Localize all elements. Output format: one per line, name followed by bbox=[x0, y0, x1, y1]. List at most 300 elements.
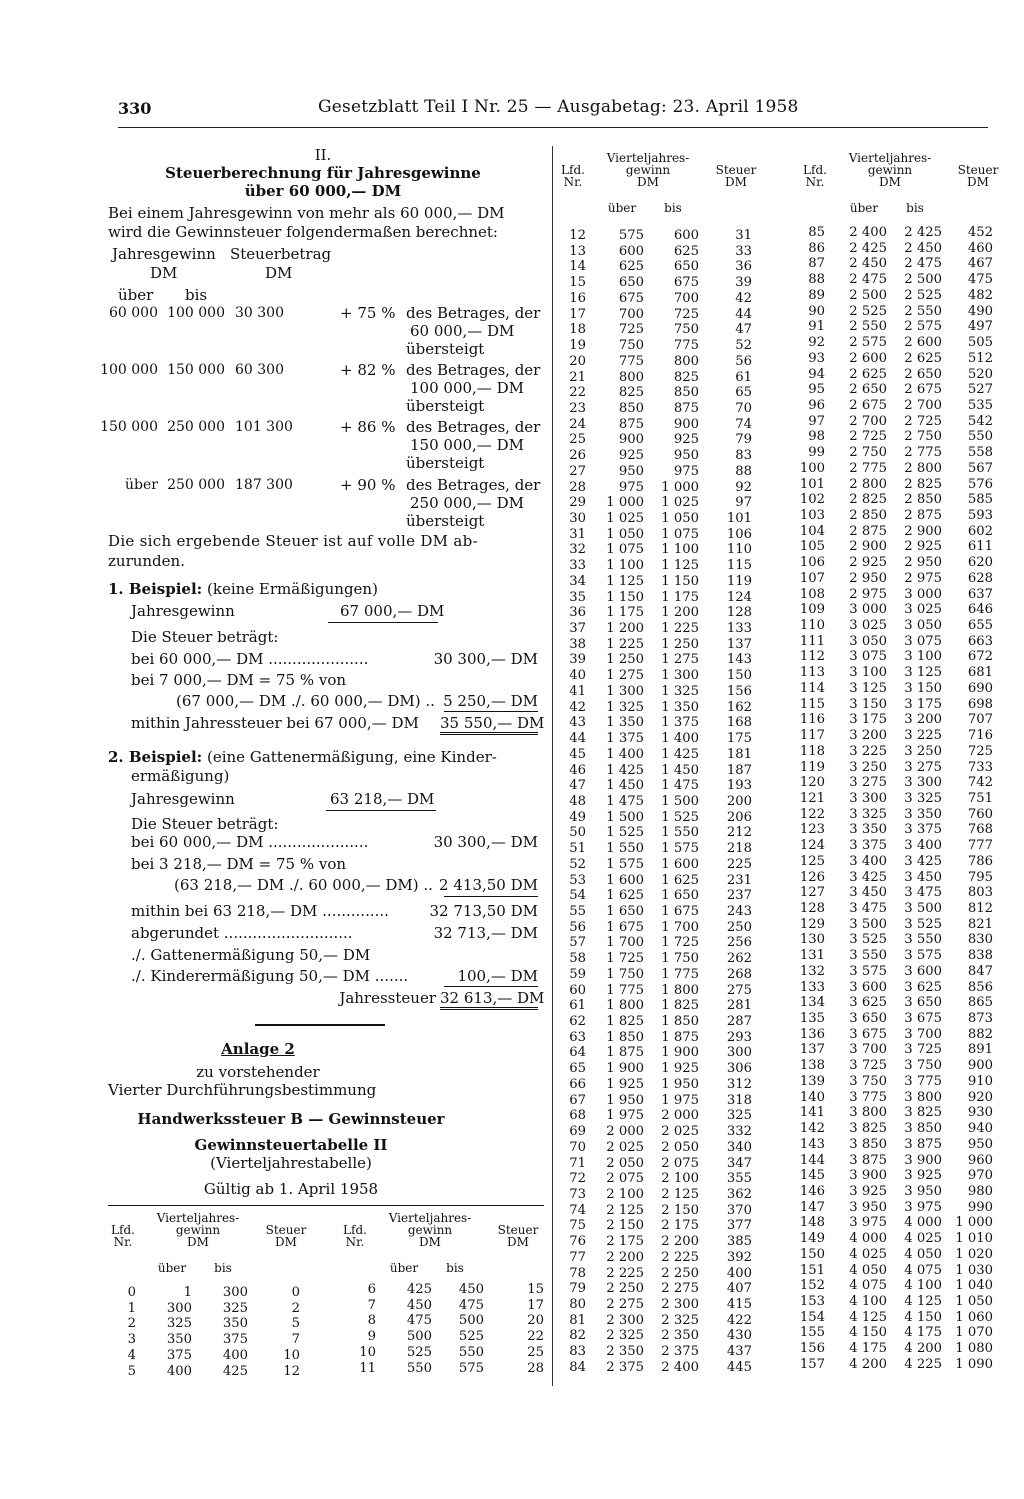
table-row bbox=[795, 1027, 997, 1043]
row-to: 4 000 bbox=[904, 1215, 942, 1231]
row-number: 102 bbox=[799, 492, 825, 508]
row-tax: 505 bbox=[967, 335, 993, 350]
row-number: 121 bbox=[799, 790, 825, 806]
row-from: 1 100 bbox=[606, 558, 644, 574]
row-tax: 300 bbox=[726, 1045, 752, 1061]
row-number: 21 bbox=[569, 369, 586, 385]
row-number: 151 bbox=[799, 1262, 825, 1278]
row-to: 3 225 bbox=[904, 728, 942, 743]
row-number: 154 bbox=[799, 1309, 825, 1325]
table-row bbox=[556, 480, 756, 496]
bracket-base-tax: 101 300 bbox=[235, 419, 293, 435]
table-row bbox=[795, 775, 997, 791]
row-from: 3 775 bbox=[849, 1089, 887, 1105]
row-to: 1 750 bbox=[661, 951, 699, 967]
row-to: 2 850 bbox=[904, 492, 942, 508]
row-tax: 115 bbox=[726, 558, 752, 574]
row-tax: 467 bbox=[967, 256, 993, 272]
row-to: 2 800 bbox=[904, 460, 942, 476]
row-to: 3 025 bbox=[904, 602, 942, 618]
header-nr: Nr. bbox=[345, 1235, 365, 1249]
row-number: 142 bbox=[799, 1121, 825, 1136]
table-row bbox=[795, 461, 997, 477]
row-from: 525 bbox=[406, 1344, 432, 1360]
header-bis: bis bbox=[664, 201, 682, 215]
row-to: 1 175 bbox=[661, 589, 699, 605]
row-to: 825 bbox=[673, 369, 699, 385]
header-dm: DM bbox=[879, 175, 901, 189]
row-tax: 33 bbox=[735, 243, 752, 259]
row-number: 53 bbox=[569, 872, 586, 888]
header-ueber: über bbox=[849, 201, 879, 215]
table-subtitle: (Vierteljahrestabelle) bbox=[210, 1154, 372, 1172]
row-from: 850 bbox=[618, 400, 644, 416]
row-number: 20 bbox=[569, 353, 586, 369]
row-to: 3 800 bbox=[904, 1089, 942, 1105]
table-row bbox=[350, 1361, 548, 1377]
row-to: 1 150 bbox=[661, 573, 699, 589]
row-from: 1 425 bbox=[606, 762, 644, 778]
example-2-line-8: Jahressteuer bbox=[339, 989, 436, 1007]
row-from: 675 bbox=[618, 290, 644, 306]
row-number: 46 bbox=[569, 762, 586, 778]
row-tax: 88 bbox=[735, 463, 752, 479]
row-from: 1 575 bbox=[606, 856, 644, 872]
bracket-text-1: des Betrages, der bbox=[406, 418, 541, 436]
bracket-to: 150 000 bbox=[167, 362, 225, 378]
example-1-profit-underline bbox=[328, 622, 438, 623]
row-to: 475 bbox=[458, 1297, 484, 1313]
row-from: 725 bbox=[618, 322, 644, 338]
row-tax: 707 bbox=[967, 712, 993, 728]
row-from: 3 650 bbox=[849, 1011, 887, 1026]
row-number: 69 bbox=[569, 1124, 586, 1139]
example-2-profit-label: Jahresgewinn bbox=[131, 790, 235, 808]
row-tax: 15 bbox=[527, 1282, 544, 1297]
row-to: 325 bbox=[222, 1300, 248, 1316]
row-number: 130 bbox=[799, 932, 825, 948]
header-lfd: Lfd. bbox=[343, 1223, 367, 1237]
row-tax: 97 bbox=[735, 495, 752, 511]
row-from: 2 950 bbox=[849, 570, 887, 586]
row-from: 300 bbox=[166, 1300, 192, 1316]
table-row bbox=[556, 291, 756, 307]
row-tax: 681 bbox=[967, 665, 993, 681]
row-to: 4 175 bbox=[904, 1325, 942, 1341]
table-row bbox=[795, 744, 997, 760]
row-number: 117 bbox=[799, 728, 825, 743]
row-from: 2 350 bbox=[606, 1344, 644, 1360]
row-from: 4 200 bbox=[849, 1356, 887, 1372]
row-from: 3 125 bbox=[849, 680, 887, 696]
row-number: 64 bbox=[569, 1045, 586, 1061]
row-to: 3 400 bbox=[904, 838, 942, 854]
row-tax: 803 bbox=[967, 885, 993, 901]
row-tax: 777 bbox=[967, 838, 993, 854]
header-tax-dm: DM bbox=[967, 175, 989, 189]
example-1-desc: (keine Ermäßigungen) bbox=[207, 580, 378, 598]
row-to: 775 bbox=[673, 338, 699, 353]
annex-sub-1: zu vorstehender bbox=[196, 1063, 320, 1081]
table-row bbox=[795, 1294, 997, 1310]
table-row bbox=[795, 1278, 997, 1294]
row-from: 3 475 bbox=[849, 901, 887, 916]
example-1-heading bbox=[108, 580, 378, 598]
intro-line-1: Bei einem Jahresgewinn von mehr als 60 000,— DM bbox=[108, 204, 505, 222]
row-to: 975 bbox=[673, 463, 699, 479]
row-tax: 385 bbox=[726, 1234, 752, 1250]
row-number: 116 bbox=[799, 712, 825, 728]
table-row bbox=[556, 731, 756, 747]
row-number: 4 bbox=[127, 1347, 136, 1363]
row-number: 72 bbox=[569, 1171, 586, 1187]
header-profit: gewinn bbox=[407, 1223, 453, 1237]
row-to: 1 725 bbox=[661, 935, 699, 951]
example-2-line-5: abgerundet ........................... bbox=[131, 924, 353, 942]
row-from: 1 475 bbox=[606, 793, 644, 809]
row-from: 1 250 bbox=[606, 652, 644, 668]
row-number: 58 bbox=[569, 951, 586, 967]
row-tax: 243 bbox=[726, 904, 752, 919]
row-to: 2 700 bbox=[904, 397, 942, 413]
row-tax: 106 bbox=[726, 526, 752, 542]
row-tax: 430 bbox=[726, 1328, 752, 1344]
table-row bbox=[795, 697, 997, 713]
bracket-base-tax: 60 300 bbox=[235, 362, 284, 378]
table-row bbox=[556, 1313, 756, 1329]
row-from: 2 100 bbox=[606, 1186, 644, 1202]
row-to: 3 200 bbox=[904, 712, 942, 728]
row-number: 95 bbox=[808, 382, 825, 398]
table-row bbox=[556, 464, 756, 480]
row-number: 138 bbox=[799, 1058, 825, 1074]
row-to: 675 bbox=[673, 275, 699, 291]
row-tax: 795 bbox=[967, 869, 993, 885]
row-tax: 830 bbox=[967, 932, 993, 948]
row-tax: 143 bbox=[726, 652, 752, 668]
row-number: 91 bbox=[808, 319, 825, 335]
row-to: 1 075 bbox=[661, 526, 699, 542]
row-from: 1 125 bbox=[606, 573, 644, 589]
bracket-from: 100 000 bbox=[100, 362, 158, 378]
row-to: 3 325 bbox=[904, 790, 942, 806]
row-to: 1 400 bbox=[661, 731, 699, 746]
row-from: 3 000 bbox=[849, 602, 887, 618]
row-from: 3 500 bbox=[849, 916, 887, 932]
row-number: 94 bbox=[808, 366, 825, 382]
header-ueber: über bbox=[157, 1261, 187, 1275]
table-validity: Gültig ab 1. April 1958 bbox=[203, 1180, 379, 1198]
table-row bbox=[350, 1329, 548, 1345]
row-number: 47 bbox=[569, 778, 586, 794]
row-from: 3 450 bbox=[849, 885, 887, 901]
annex-heading: Handwerkssteuer B — Gewinnsteuer bbox=[137, 1110, 445, 1128]
row-from: 1 325 bbox=[606, 699, 644, 715]
row-from: 2 925 bbox=[849, 555, 887, 571]
row-to: 1 975 bbox=[661, 1092, 699, 1108]
table-row bbox=[110, 1301, 304, 1317]
row-from: 1 350 bbox=[606, 715, 644, 731]
row-to: 3 875 bbox=[904, 1136, 942, 1152]
row-tax: 56 bbox=[735, 353, 752, 369]
row-number: 105 bbox=[799, 539, 825, 555]
table-row bbox=[556, 873, 756, 889]
row-to: 2 275 bbox=[661, 1281, 699, 1297]
table-row bbox=[795, 1137, 997, 1153]
row-from: 2 975 bbox=[849, 586, 887, 602]
row-tax: 742 bbox=[967, 775, 993, 791]
row-from: 2 675 bbox=[849, 397, 887, 413]
table-row bbox=[556, 1234, 756, 1250]
row-number: 19 bbox=[569, 338, 586, 353]
row-from: 750 bbox=[618, 338, 644, 353]
row-number: 157 bbox=[799, 1356, 825, 1372]
row-number: 87 bbox=[808, 256, 825, 272]
row-tax: 460 bbox=[967, 240, 993, 256]
row-to: 1 600 bbox=[661, 856, 699, 872]
row-number: 119 bbox=[799, 759, 825, 775]
row-to: 1 700 bbox=[661, 919, 699, 935]
bracket-text-3: übersteigt bbox=[406, 512, 485, 530]
row-tax: 275 bbox=[726, 982, 752, 998]
header-profit: gewinn bbox=[175, 1223, 221, 1237]
row-from: 3 350 bbox=[849, 822, 887, 838]
row-to: 400 bbox=[222, 1347, 248, 1363]
row-number: 33 bbox=[569, 558, 586, 574]
bracket-from: 60 000 bbox=[109, 305, 158, 321]
row-from: 325 bbox=[166, 1316, 192, 1332]
table-row bbox=[556, 511, 756, 527]
table-row bbox=[795, 477, 997, 493]
header-tax-dm: DM bbox=[507, 1235, 529, 1249]
row-from: 975 bbox=[618, 479, 644, 495]
row-to: 1 950 bbox=[661, 1076, 699, 1092]
row-from: 4 050 bbox=[849, 1262, 887, 1278]
row-from: 3 925 bbox=[849, 1183, 887, 1199]
row-tax: 12 bbox=[283, 1363, 300, 1379]
row-from: 800 bbox=[618, 369, 644, 385]
table-row bbox=[556, 1077, 756, 1093]
dm-label-1: DM bbox=[150, 264, 178, 282]
row-number: 73 bbox=[569, 1186, 586, 1202]
row-from: 2 025 bbox=[606, 1139, 644, 1155]
row-tax: 672 bbox=[967, 649, 993, 665]
table-row bbox=[556, 983, 756, 999]
row-tax: 187 bbox=[726, 762, 752, 778]
row-from: 1 200 bbox=[606, 621, 644, 636]
row-from: 825 bbox=[618, 385, 644, 401]
row-number: 145 bbox=[799, 1168, 825, 1184]
row-to: 525 bbox=[458, 1329, 484, 1345]
row-tax: 133 bbox=[726, 621, 752, 636]
row-number: 27 bbox=[569, 463, 586, 479]
row-tax: 482 bbox=[967, 287, 993, 303]
table-row bbox=[795, 335, 997, 351]
row-tax: 1 000 bbox=[955, 1215, 993, 1231]
example-1-sum-line bbox=[444, 711, 538, 712]
row-tax: 162 bbox=[726, 699, 752, 715]
table-row bbox=[556, 857, 756, 873]
table-row bbox=[795, 665, 997, 681]
row-to: 2 625 bbox=[904, 350, 942, 366]
row-from: 875 bbox=[618, 416, 644, 432]
table-row bbox=[795, 429, 997, 445]
table-row bbox=[556, 794, 756, 810]
rounding-line-1: Die sich ergebende Steuer ist auf volle DM ab- bbox=[108, 532, 478, 550]
header-ueber: über bbox=[607, 201, 637, 215]
row-to: 1 250 bbox=[661, 636, 699, 652]
row-to: 2 825 bbox=[904, 476, 942, 492]
row-number: 86 bbox=[808, 240, 825, 256]
row-to: 1 100 bbox=[661, 542, 699, 558]
row-to: 550 bbox=[458, 1344, 484, 1360]
row-to: 800 bbox=[673, 353, 699, 369]
row-from: 1 025 bbox=[606, 511, 644, 526]
row-from: 1 675 bbox=[606, 919, 644, 935]
row-from: 1 700 bbox=[606, 935, 644, 951]
row-number: 78 bbox=[569, 1265, 586, 1281]
row-from: 1 900 bbox=[606, 1061, 644, 1077]
row-from: 950 bbox=[618, 463, 644, 479]
bis-label: bis bbox=[185, 286, 208, 304]
row-number: 11 bbox=[359, 1360, 376, 1376]
row-number: 25 bbox=[569, 432, 586, 448]
row-to: 1 900 bbox=[661, 1045, 699, 1061]
row-tax: 690 bbox=[967, 680, 993, 696]
row-from: 2 000 bbox=[606, 1124, 644, 1139]
row-number: 51 bbox=[569, 841, 586, 857]
section-heading-2: über 60 000,— DM bbox=[244, 182, 402, 200]
row-tax: 865 bbox=[967, 995, 993, 1011]
example-1-value-3: 5 250,— DM bbox=[443, 692, 538, 710]
row-to: 3 950 bbox=[904, 1183, 942, 1199]
row-number: 57 bbox=[569, 935, 586, 951]
bracket-from: über bbox=[125, 477, 158, 493]
row-number: 140 bbox=[799, 1089, 825, 1105]
row-to: 3 625 bbox=[904, 979, 942, 995]
table-row bbox=[795, 1011, 997, 1027]
row-from: 3 400 bbox=[849, 853, 887, 869]
row-to: 1 425 bbox=[661, 746, 699, 762]
row-to: 3 525 bbox=[904, 916, 942, 932]
row-tax: 497 bbox=[967, 319, 993, 335]
row-number: 147 bbox=[799, 1199, 825, 1215]
row-from: 1 550 bbox=[606, 841, 644, 857]
row-tax: 79 bbox=[735, 432, 752, 448]
table-row bbox=[556, 1061, 756, 1077]
table-row bbox=[556, 495, 756, 511]
row-tax: 716 bbox=[967, 728, 993, 743]
bracket-text-3: übersteigt bbox=[406, 397, 485, 415]
row-number: 60 bbox=[569, 982, 586, 998]
row-from: 1 050 bbox=[606, 526, 644, 542]
row-number: 52 bbox=[569, 856, 586, 872]
header-tax-dm: DM bbox=[725, 175, 747, 189]
row-from: 1 775 bbox=[606, 982, 644, 998]
row-from: 475 bbox=[406, 1313, 432, 1329]
example-2-line-1: bei 60 000,— DM ..................... bbox=[131, 833, 369, 851]
row-number: 17 bbox=[569, 306, 586, 322]
row-from: 3 150 bbox=[849, 696, 887, 712]
header-lfd: Lfd. bbox=[561, 163, 585, 177]
row-tax: 930 bbox=[967, 1105, 993, 1121]
row-to: 1 275 bbox=[661, 652, 699, 668]
table-row bbox=[556, 888, 756, 904]
row-number: 70 bbox=[569, 1139, 586, 1155]
example-1-line-4: mithin Jahressteuer bei 67 000,— DM bbox=[131, 714, 419, 732]
row-to: 3 500 bbox=[904, 901, 942, 916]
row-number: 9 bbox=[367, 1329, 376, 1345]
row-tax: 17 bbox=[527, 1297, 544, 1313]
row-number: 122 bbox=[799, 806, 825, 822]
row-from: 2 450 bbox=[849, 256, 887, 272]
example-1-profit-value: 67 000,— DM bbox=[340, 602, 445, 620]
table-row bbox=[795, 272, 997, 288]
row-to: 2 075 bbox=[661, 1155, 699, 1171]
row-to: 925 bbox=[673, 432, 699, 448]
table-row bbox=[556, 1108, 756, 1124]
row-to: 3 450 bbox=[904, 869, 942, 885]
row-number: 18 bbox=[569, 322, 586, 338]
row-tax: 1 010 bbox=[955, 1231, 993, 1247]
row-to: 3 475 bbox=[904, 885, 942, 901]
row-number: 7 bbox=[367, 1297, 376, 1313]
row-tax: 268 bbox=[726, 966, 752, 982]
row-tax: 250 bbox=[726, 919, 752, 935]
row-from: 1 525 bbox=[606, 825, 644, 841]
row-number: 109 bbox=[799, 602, 825, 618]
table-row bbox=[795, 1042, 997, 1058]
row-to: 3 650 bbox=[904, 995, 942, 1011]
table-row bbox=[556, 1281, 756, 1297]
example-2-value-3: 2 413,50 DM bbox=[439, 876, 538, 894]
header-nr: Nr. bbox=[113, 1235, 133, 1249]
table-row bbox=[350, 1345, 548, 1361]
table-row bbox=[556, 825, 756, 841]
table-row bbox=[795, 1184, 997, 1200]
row-tax: 31 bbox=[735, 228, 752, 243]
row-tax: 628 bbox=[967, 570, 993, 586]
row-from: 2 175 bbox=[606, 1234, 644, 1250]
row-to: 2 550 bbox=[904, 303, 942, 319]
table-row bbox=[795, 917, 997, 933]
row-to: 1 000 bbox=[661, 479, 699, 495]
row-from: 775 bbox=[618, 353, 644, 369]
header-lfd: Lfd. bbox=[803, 163, 827, 177]
row-tax: 751 bbox=[967, 790, 993, 806]
table-row bbox=[556, 621, 756, 637]
bracket-text-2: 60 000,— DM bbox=[410, 322, 515, 340]
table-row bbox=[556, 700, 756, 716]
row-number: 31 bbox=[569, 526, 586, 542]
row-number: 125 bbox=[799, 853, 825, 869]
row-to: 3 275 bbox=[904, 759, 942, 775]
table-row bbox=[795, 980, 997, 996]
row-number: 115 bbox=[799, 696, 825, 712]
row-number: 141 bbox=[799, 1105, 825, 1121]
row-to: 1 850 bbox=[661, 1014, 699, 1029]
table-row bbox=[795, 1215, 997, 1231]
row-from: 575 bbox=[618, 228, 644, 243]
header-tax: Steuer bbox=[265, 1223, 307, 1237]
row-to: 3 700 bbox=[904, 1026, 942, 1042]
row-number: 26 bbox=[569, 448, 586, 464]
col-profit-label: Jahresgewinn bbox=[112, 245, 216, 263]
table-row bbox=[795, 414, 997, 430]
row-number: 59 bbox=[569, 966, 586, 982]
row-from: 2 225 bbox=[606, 1265, 644, 1281]
table-row bbox=[110, 1285, 304, 1301]
